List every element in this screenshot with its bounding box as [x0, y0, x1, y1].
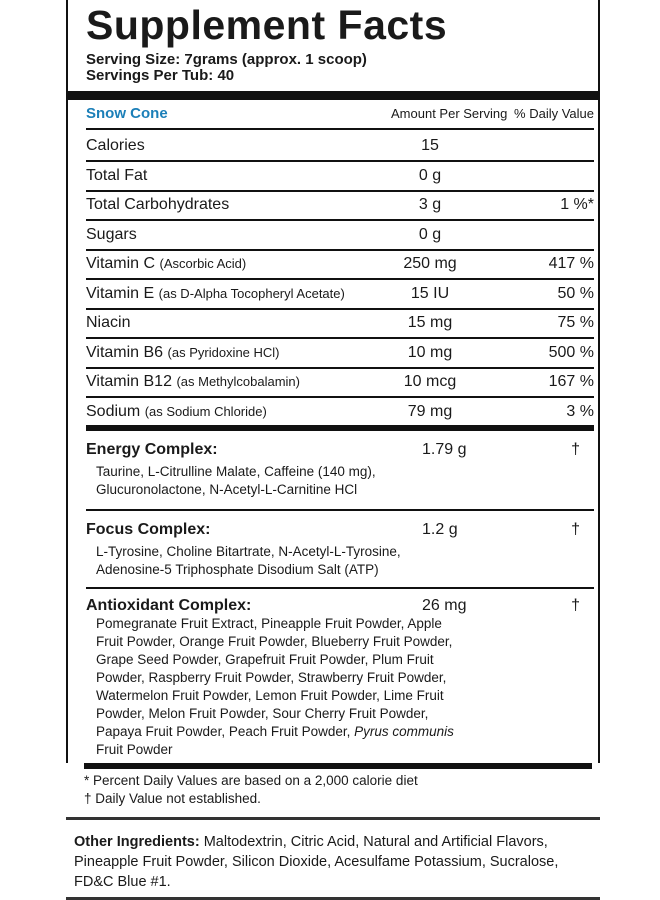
nutrient-row — [86, 161, 594, 190]
other-ingredients-text: Pineapple Fruit Powder, Silicon Dioxide, Acesulfame Potassium, Sucralose, — [74, 854, 559, 870]
supplement-facts-label — [66, 0, 600, 900]
ingredient-line: Fruit Powder — [96, 742, 173, 757]
nutrient-name-text: Niacin — [86, 314, 131, 331]
nutrient-name — [86, 226, 137, 244]
nutrient-source: (as D-Alpha Tocopheryl Acetate) — [158, 286, 345, 301]
ingredient-line: Adenosine-5 Triphosphate Disodium Salt (ATP) — [96, 562, 379, 577]
nutrient-amount: 0 g — [418, 167, 442, 184]
nutrient-dv: 50 % — [557, 285, 594, 302]
nutrient-name — [86, 373, 300, 391]
antioxidant-dv: † — [571, 597, 580, 614]
nutrient-name — [86, 255, 246, 273]
ingredient-line: L-Tyrosine, Choline Bitartrate, N-Acetyl-L-Tyrosine, — [96, 544, 401, 559]
nutrient-dv: 167 % — [548, 373, 594, 390]
nutrient-row — [86, 279, 594, 308]
nutrient-amount: 10 mcg — [403, 373, 457, 390]
energy-amount: 1.79 g — [422, 441, 467, 458]
focus-ingredients — [96, 543, 401, 579]
divider-thick — [84, 763, 592, 769]
divider-thick — [86, 425, 594, 431]
nutrient-name — [86, 137, 145, 155]
ingredient-line: Powder, Raspberry Fruit Powder, Strawberry Fruit Powder, — [96, 670, 447, 685]
nutrient-source: (Ascorbic Acid) — [159, 256, 247, 271]
nutrient-name — [86, 314, 130, 332]
ingredient-line: Watermelon Fruit Powder, Lemon Fruit Powder, Lime Fruit — [96, 688, 444, 703]
servings-label: Servings Per Tub: — [86, 67, 214, 84]
nutrient-name-text: Total Carbohydrates — [86, 196, 230, 213]
nutrient-name — [86, 344, 280, 362]
antioxidant-ingredients — [96, 615, 454, 759]
serving-info — [86, 52, 367, 84]
ingredient-line: Pomegranate Fruit Extract, Pineapple Fruit Powder, Apple — [96, 616, 442, 631]
energy-heading: Energy Complex: — [86, 441, 218, 458]
nutrient-name-text: Vitamin E — [86, 285, 155, 302]
nutrient-row — [86, 249, 594, 278]
servings-value: 40 — [217, 67, 235, 84]
antioxidant-heading: Antioxidant Complex: — [86, 597, 252, 614]
divider — [86, 509, 594, 511]
nutrient-source: (as Sodium Chloride) — [144, 404, 267, 419]
nutrient-amount: 79 mg — [407, 403, 453, 420]
energy-ingredients — [96, 463, 376, 499]
nutrient-row — [86, 338, 594, 367]
nutrient-row — [86, 220, 594, 249]
serving-size-value: 7grams (approx. 1 scoop) — [184, 51, 367, 68]
nutrient-name-text: Vitamin C — [86, 255, 156, 272]
ingredient-line — [96, 723, 454, 741]
nutrient-name — [86, 403, 267, 421]
nutrient-amount: 250 mg — [403, 255, 457, 272]
nutrient-amount: 10 mg — [407, 344, 453, 361]
ingredient-line: Glucuronolactone, N-Acetyl-L-Carnitine HCl — [96, 482, 358, 497]
nutrient-dv: 75 % — [557, 314, 594, 331]
ingredient-italic: Pyrus communis — [354, 724, 454, 739]
ingredient-line: Grape Seed Powder, Grapefruit Fruit Powder, Plum Fruit — [96, 652, 434, 667]
facts-panel — [66, 0, 600, 763]
nutrient-name — [86, 285, 345, 303]
ingredient-line: Taurine, L-Citrulline Malate, Caffeine (140 mg), — [96, 464, 376, 479]
nutrient-row — [86, 131, 594, 160]
nutrient-amount: 15 — [421, 137, 439, 154]
antioxidant-complex — [86, 597, 594, 757]
energy-complex — [86, 441, 594, 501]
divider — [86, 587, 594, 589]
nutrient-name-text: Vitamin B6 — [86, 344, 164, 361]
nutrient-amount: 15 mg — [407, 314, 453, 331]
footnote-dagger: † Daily Value not established. — [84, 791, 261, 806]
nutrient-row — [86, 367, 594, 396]
nutrient-amount: 15 IU — [410, 285, 450, 302]
ingredient-line: Fruit Powder, Orange Fruit Powder, Blueberry Fruit Powder, — [96, 634, 453, 649]
focus-dv: † — [571, 521, 580, 538]
page-title: Supplement Facts — [86, 2, 448, 48]
nutrient-name — [86, 167, 147, 185]
footnotes — [84, 772, 418, 808]
serving-size-label: Serving Size: — [86, 51, 181, 68]
nutrient-name-text: Total Fat — [86, 167, 148, 184]
other-ingredients-label: Other Ingredients: — [74, 834, 200, 850]
column-header — [86, 105, 594, 125]
focus-heading: Focus Complex: — [86, 521, 211, 538]
nutrient-amount: 3 g — [418, 196, 442, 213]
nutrient-name-text: Sugars — [86, 226, 137, 243]
other-ingredients-text: Maltodextrin, Citric Acid, Natural and Artificial Flavors, — [199, 834, 548, 850]
nutrient-dv: 1 %* — [560, 196, 594, 213]
nutrient-name-text: Sodium — [86, 403, 141, 420]
nutrient-dv: 3 % — [566, 403, 594, 420]
ingredient-line: Powder, Melon Fruit Powder, Sour Cherry Fruit Powder, — [96, 706, 429, 721]
divider — [66, 817, 600, 820]
focus-amount: 1.2 g — [422, 521, 458, 538]
other-ingredients-text: FD&C Blue #1. — [74, 874, 171, 890]
ingredient-line-text: Papaya Fruit Powder, Peach Fruit Powder, — [96, 724, 351, 739]
divider-thick — [68, 91, 598, 100]
nutrient-name-text: Calories — [86, 137, 145, 154]
focus-complex — [86, 521, 594, 581]
nutrient-row — [86, 397, 594, 426]
flavor-name: Snow Cone — [86, 105, 168, 122]
nutrient-name-text: Vitamin B12 — [86, 373, 172, 390]
energy-dv: † — [571, 441, 580, 458]
nutrient-row — [86, 190, 594, 219]
nutrient-amount: 0 g — [418, 226, 442, 243]
col-dv-header: % Daily Value — [514, 106, 594, 121]
col-amount-header: Amount Per Serving — [391, 106, 508, 121]
antioxidant-amount: 26 mg — [422, 597, 467, 614]
footnote-dv-basis: * Percent Daily Values are based on a 2,000 calorie diet — [84, 773, 418, 788]
nutrient-row — [86, 308, 594, 337]
nutrient-dv: 500 % — [548, 344, 594, 361]
other-ingredients — [74, 832, 594, 892]
nutrient-source: (as Methylcobalamin) — [176, 374, 300, 389]
nutrient-source: (as Pyridoxine HCl) — [167, 345, 280, 360]
divider — [86, 128, 594, 130]
nutrient-dv: 417 % — [548, 255, 594, 272]
nutrient-name — [86, 196, 229, 214]
